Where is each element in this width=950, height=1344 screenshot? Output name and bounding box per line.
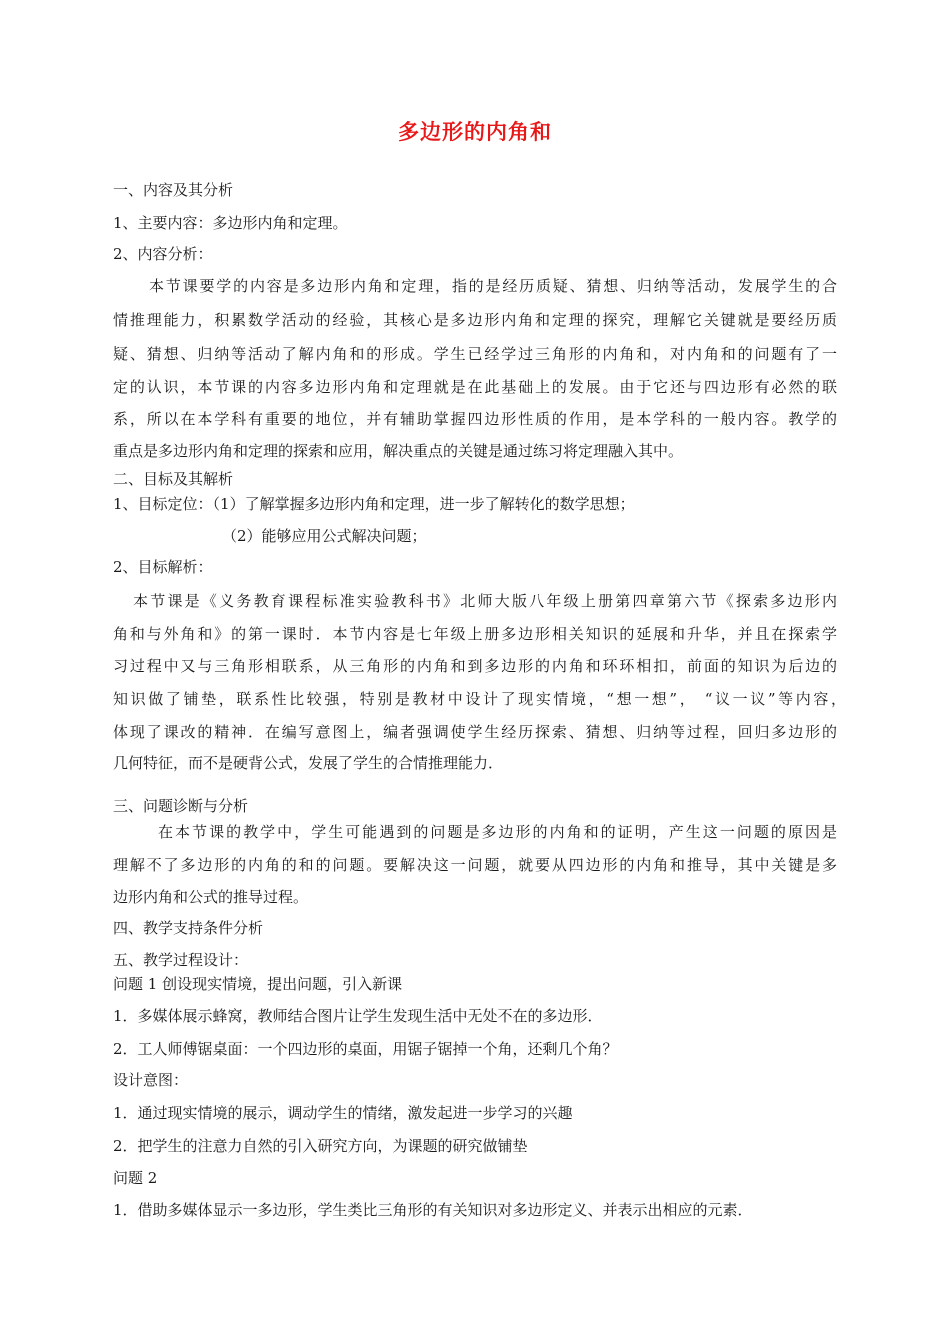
paragraph-line: 习过程中又与三角形相联系，从三角形的内角和到多边形的内角和环环相扣，前面的知识为后边的: [113, 657, 837, 675]
content-analysis-label: 2、内容分析：: [113, 245, 213, 263]
heading-problem-diagnosis: 三、问题诊断与分析: [113, 797, 249, 815]
document-title: 多边形的内角和: [398, 120, 552, 144]
paragraph-line: 系，所以在本学科有重要的地位，并有辅助掌握四边形性质的作用，是本学科的一般内容。教学的: [113, 410, 837, 428]
problem-2-title: 问题 2: [113, 1169, 158, 1187]
paragraph-line: 体现了课改的精神．在编写意图上，编者强调使学生经历探索、猜想、归纳等过程，回归多边形的: [113, 723, 837, 741]
heading-content-analysis: 一、内容及其分析: [113, 181, 234, 199]
list-item: 1．借助多媒体显示一多边形，学生类比三角形的有关知识对多边形定义、并表示出相应的元素．: [113, 1201, 753, 1219]
paragraph-line: 定的认识，本节课的内容多边形内角和定理就是在此基础上的发展。由于它还与四边形有必然的联: [113, 378, 837, 396]
list-item: 1．多媒体展示蜂窝，教师结合图片让学生发现生活中无处不在的多边形．: [113, 1007, 603, 1025]
problem-1-title: 问题 1 创设现实情境，提出问题，引入新课: [113, 975, 403, 993]
paragraph-line: 几何特征，而不是硬背公式，发展了学生的合情推理能力．: [113, 754, 504, 772]
paragraph-line: 情推理能力，积累数学活动的经验，其核心是多边形内角和定理的探究，理解它关键就是要经历质: [113, 311, 837, 329]
paragraph-line: 在本节课的教学中，学生可能遇到的问题是多边形的内角和的证明，产生这一问题的原因是: [158, 823, 837, 841]
paragraph-line: 知识做了铺垫，联系性比较强，特别是教材中设计了现实情境，“想一想”， “议一议”等内容，: [113, 690, 846, 708]
heading-support-conditions: 四、教学支持条件分析: [113, 919, 264, 937]
main-content-line: 1、主要内容：多边形内角和定理。: [113, 214, 348, 232]
paragraph-line: 角和与外角和》的第一课时．本节内容是七年级上册多边形相关知识的延展和升华，并且在探索学: [113, 625, 837, 643]
list-item: 2．工人师傅锯桌面：一个四边形的桌面，用锯子锯掉一个角，还剩几个角？: [113, 1040, 618, 1058]
heading-process-design: 五、教学过程设计：: [113, 951, 249, 969]
list-item: 1．通过现实情境的展示，调动学生的情绪，激发起进一步学习的兴趣: [113, 1104, 573, 1122]
list-item: 2．把学生的注意力自然的引入研究方向，为课题的研究做铺垫: [113, 1137, 528, 1155]
paragraph-line: 疑、猜想、归纳等活动了解内角和的形成。学生已经学过三角形的内角和，对内角和的问题有了一: [113, 345, 837, 363]
paragraph-line: 边形内角和公式的推导过程。: [113, 888, 309, 906]
paragraph-line: 重点是多边形内角和定理的探索和应用，解决重点的关键是通过练习将定理融入其中。: [113, 442, 684, 460]
paragraph-line: 理解不了多边形的内角的和的问题。要解决这一问题，就要从四边形的内角和推导，其中关键是多: [113, 856, 837, 874]
paragraph-line: 本节课要学的内容是多边形内角和定理，指的是经历质疑、猜想、归纳等活动，发展学生的合: [149, 277, 837, 295]
design-intent-label: 设计意图：: [113, 1071, 189, 1089]
goal-line-2: （2）能够应用公式解决问题；: [222, 527, 427, 545]
goal-analysis-label: 2、目标解析：: [113, 558, 213, 576]
paragraph-line: 本节课是《义务教育课程标准实验教科书》北师大版八年级上册第四章第六节《探索多边形内: [133, 592, 837, 610]
heading-goals: 二、目标及其解析: [113, 470, 234, 488]
goal-line-1: 1、目标定位：（1）了解掌握多边形内角和定理，进一步了解转化的数学思想；: [113, 495, 635, 513]
